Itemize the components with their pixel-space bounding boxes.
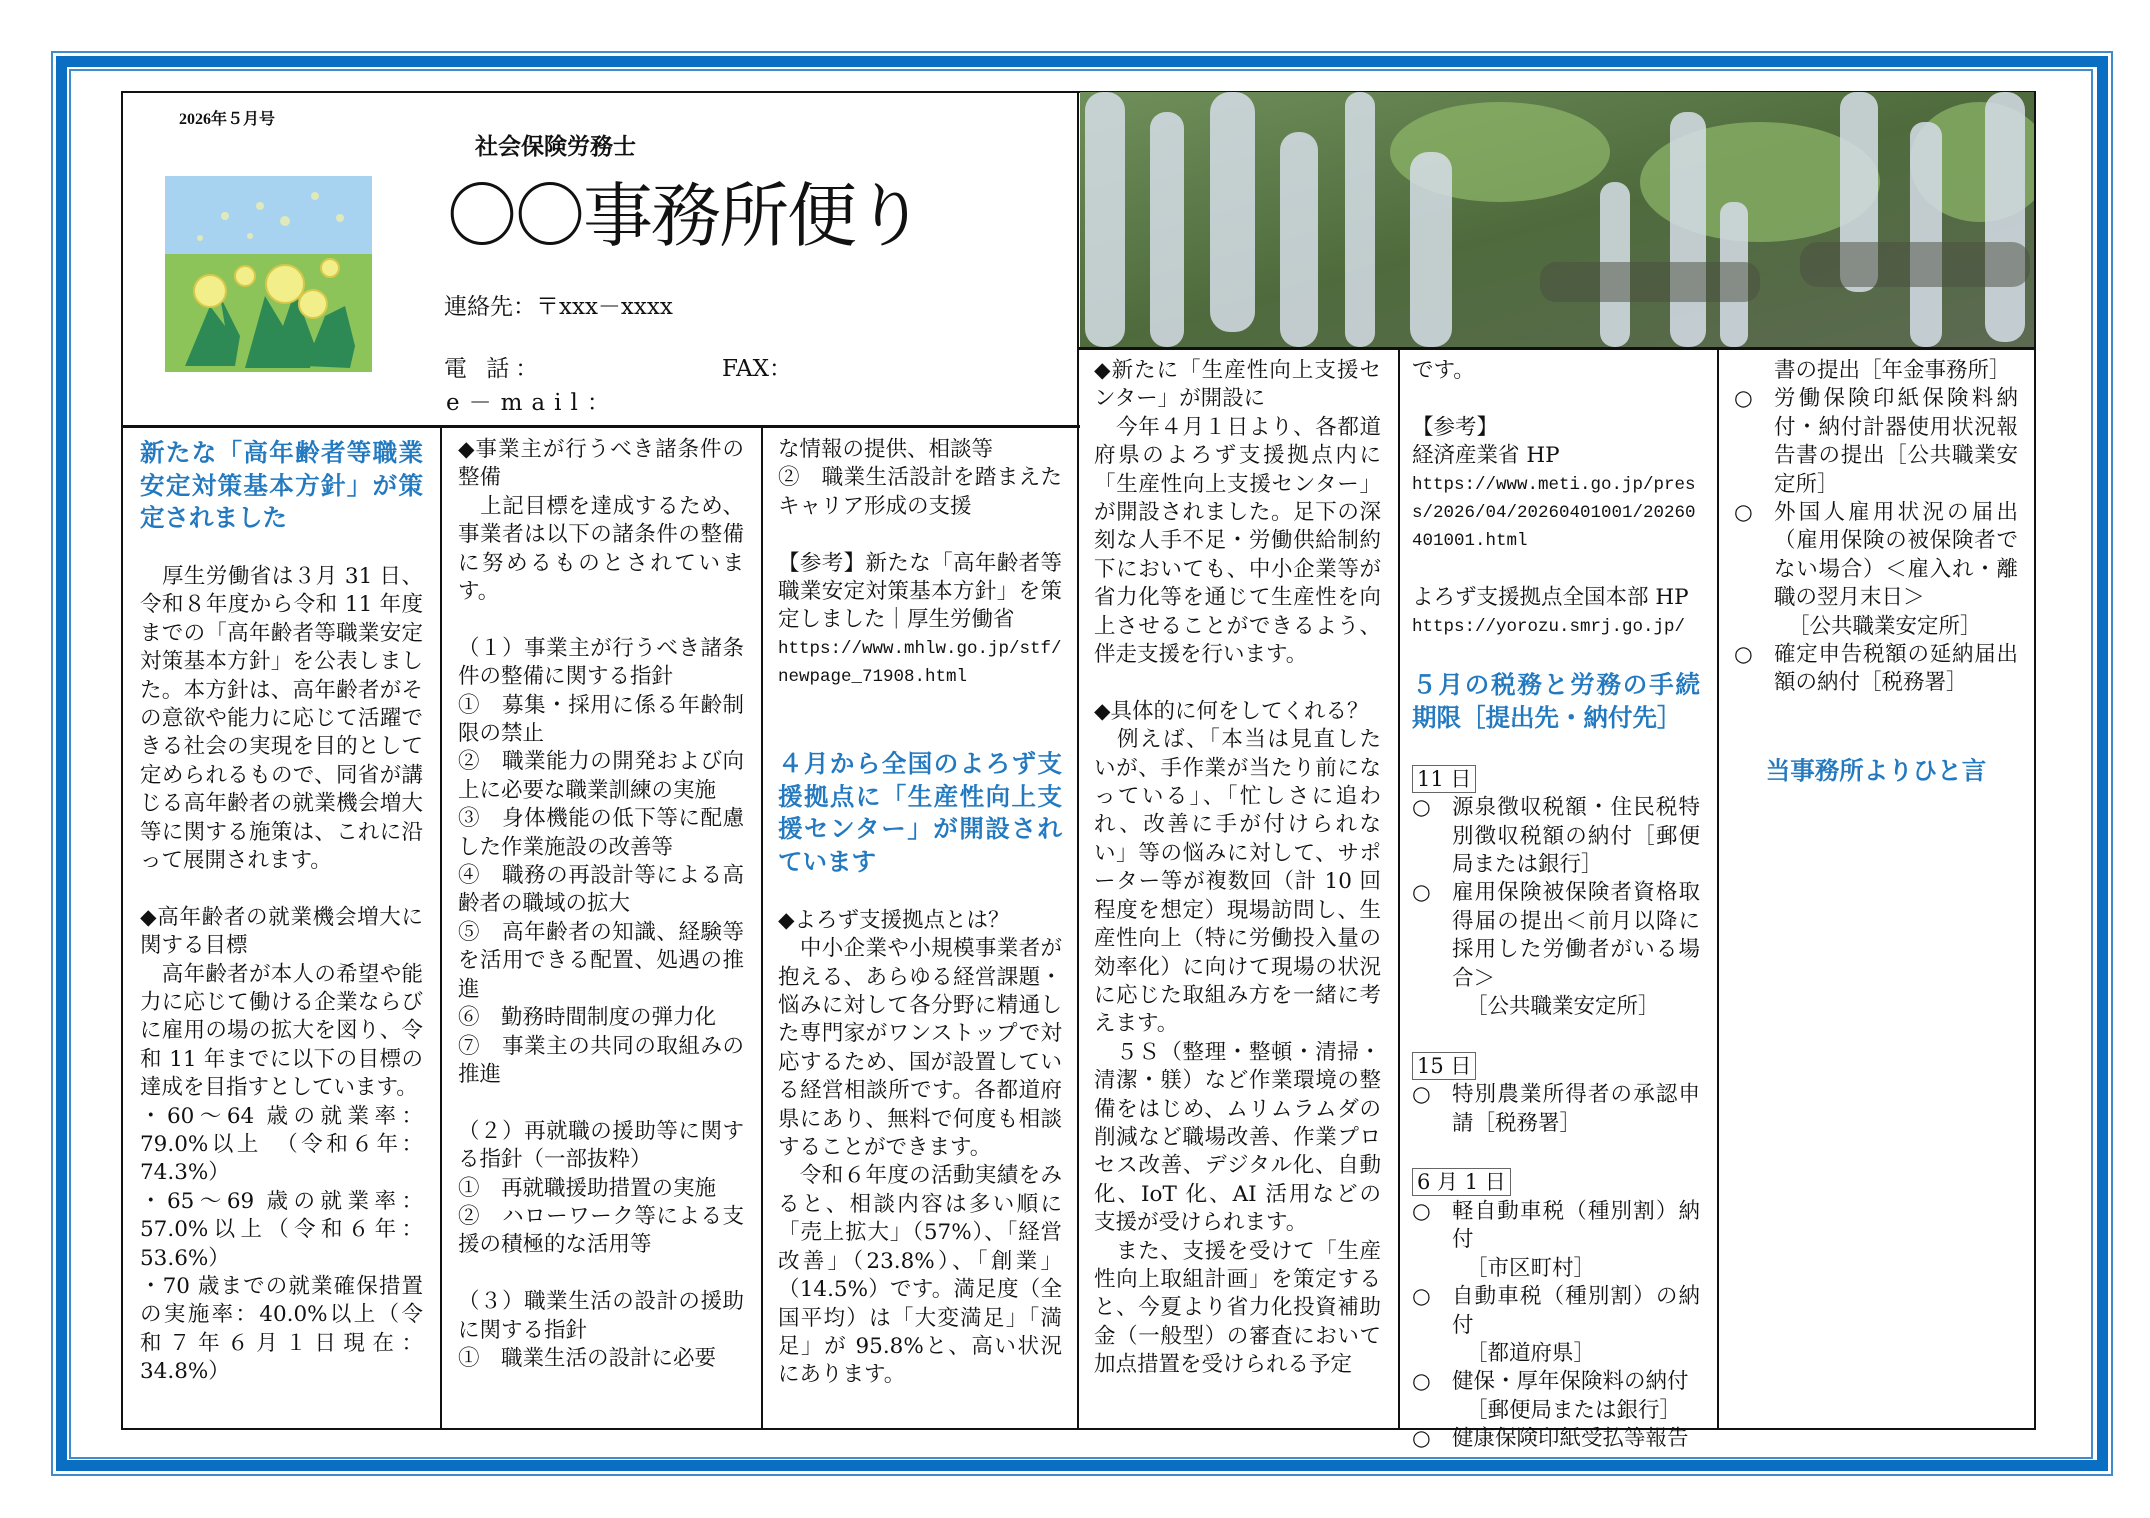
paragraph: な情報の提供、相談等 bbox=[778, 437, 994, 462]
paragraph: ① 募集・採用に係る年齢制限の禁止 bbox=[458, 692, 744, 747]
deadline-date-box: 15 日 bbox=[1412, 1052, 1476, 1080]
blank-line bbox=[1734, 726, 2018, 754]
paragraph: ⑤ 高年齢者の知識、経験等を活用できる配置、処遇の推進 bbox=[458, 919, 744, 1002]
paragraph: 令和６年度の活動実績をみると、相談内容は多い順に「売上拡大」（57%）、「経営改善」（23.8%）、「創業」（14.5%）です。満足度（全国平均）は「大変満足」「満足」が 95.8%と、高い状況にあります。 bbox=[778, 1163, 1062, 1388]
circle-bullet-icon: ○ bbox=[1412, 1284, 1431, 1310]
deadline-destination: ［公共職業安定所］ bbox=[1788, 613, 1982, 639]
deadline-destination: ［市区町村］ bbox=[1466, 1255, 1596, 1281]
dandelion-illustration bbox=[165, 176, 372, 372]
blank-line bbox=[458, 1089, 744, 1117]
paragraph: ◆新たに「生産性向上支援センター」が開設に bbox=[1094, 358, 1381, 412]
blank-line bbox=[1094, 669, 1381, 697]
deadline-item-text: 労働保険印紙保険料納付・納付計器使用状況報告書の提出［公共職業安定所］ bbox=[1774, 386, 2018, 497]
issue-date: 2026年５月号 bbox=[179, 111, 276, 128]
paragraph: ② 職業生活設計を踏まえたキャリア形成の支援 bbox=[778, 465, 1062, 519]
paragraph: 今年４月１日より、各都道府県のよろず支援拠点内に「生産性向上支援センター」が開設されました。足下の深刻な人手不足・労働供給制約下においても、中小企業等が省力化等を通じて生産性を向上させることができるよう、伴走支援を行います。 bbox=[1094, 414, 1381, 668]
deadline-item bbox=[1412, 879, 1700, 1021]
deadline-date-row bbox=[1412, 1050, 1700, 1081]
blank-line bbox=[778, 521, 1062, 549]
paragraph: です。 bbox=[1412, 358, 1475, 383]
deadline-item-text: 外国人雇用状況の届出（雇用保険の被保険者でない場合）＜雇入れ・離職の翌月末日＞ bbox=[1774, 500, 2018, 611]
paragraph: （２）再就職の援助等に関する指針（一部抜粋） bbox=[458, 1118, 744, 1173]
section-heading: 当事務所よりひと言 bbox=[1765, 755, 1987, 785]
deadline-item-text: 軽自動車税（種別割）納付 bbox=[1452, 1198, 1700, 1253]
column-3 bbox=[762, 436, 1078, 1390]
column-1 bbox=[121, 437, 441, 1387]
blank-line bbox=[458, 1260, 744, 1288]
paragraph: ① 再就職援助措置の実施 bbox=[458, 1175, 717, 1201]
paragraph: ⑦ 事業主の共同の取組みの推進 bbox=[458, 1033, 744, 1087]
blank-line bbox=[1734, 698, 2018, 726]
circle-bullet-icon: ○ bbox=[1412, 1426, 1431, 1452]
deadline-item-text: 自動車税（種別割）の納付 bbox=[1452, 1284, 1700, 1338]
deadline-item-text: 健保・厚年保険料の納付 bbox=[1452, 1369, 1689, 1395]
deadline-item bbox=[1412, 794, 1700, 879]
fax-label: FAX： bbox=[722, 356, 792, 382]
paragraph: ⑥ 勤務時間制度の弾力化 bbox=[458, 1005, 717, 1031]
paragraph: 【参考】新たな「高年齢者等職業安定対策基本方針」を策定しました｜厚生労働省 bbox=[778, 550, 1062, 633]
paragraph: 高年齢者が本人の希望や能力に応じて働ける企業ならびに雇用の場の拡大を図り、令和 11 年までに以下の目標の達成を目指すとしています。 bbox=[140, 961, 423, 1101]
deadline-item bbox=[1734, 641, 2018, 698]
circle-bullet-icon: ○ bbox=[1412, 1082, 1431, 1108]
deadline-item bbox=[1734, 499, 2018, 641]
paragraph: （３）職業生活の設計の援助に関する指針 bbox=[458, 1289, 744, 1343]
blank-line bbox=[1412, 1021, 1700, 1049]
deadline-item bbox=[1412, 1368, 1700, 1425]
paragraph: 【参考】 bbox=[1412, 414, 1499, 440]
circle-bullet-icon: ○ bbox=[1412, 880, 1431, 906]
deadline-destination: ［郵便局または銀行］ bbox=[1466, 1397, 1682, 1423]
paragraph: ④ 職務の再設計等による高齢者の職域の拡大 bbox=[458, 863, 744, 917]
paragraph: 上記目標を達成するため、事業者は以下の諸条件の整備に努めるものとされています。 bbox=[458, 493, 744, 605]
blank-line bbox=[458, 606, 744, 634]
paragraph: 厚生労働省は３月 31 日、令和８年度から令和 11 年度までの「高年齢者等職業安定対策基本方針」を公表しました。本方針は、高年齢者がその意欲や能力に応じて活躍できる社会の実現を目的として定められるもので、同省が講じる高年齢者の就業機会増大等に関する施策は、これに沿って展開されます。 bbox=[140, 563, 423, 873]
deadline-item-continuation: 書の提出［年金事務所］ bbox=[1774, 358, 2011, 383]
circle-bullet-icon: ○ bbox=[1412, 1198, 1431, 1224]
paragraph: ５Ｓ（整理・整頓・清掃・清潔・躾）など作業環境の整備をはじめ、ムリムラムダの削減など職場改善、作業プロセス改善、デジタル化、自動化、IoT 化、AI 活用などの支援が受けられます。 bbox=[1094, 1039, 1381, 1236]
deadline-item bbox=[1734, 385, 2018, 499]
paragraph: また、支援を受けて「生産性向上取組計画」を策定すると、今夏より省力化投資補助金（一般型）の審査において加点措置を受けられる予定 bbox=[1094, 1238, 1381, 1378]
circle-bullet-icon: ○ bbox=[1734, 386, 1753, 412]
paragraph: よろず支援拠点全国本部 HP bbox=[1412, 585, 1689, 611]
column-5 bbox=[1399, 357, 1718, 1454]
paragraph: 中小企業や小規模事業者が抱える、あらゆる経営課題・悩みに対して各分野に精通した専門家がワンストップで対応するため、国が設置している経営相談所です。各都道府県にあり、無料で何度も相談することができます。 bbox=[778, 936, 1062, 1161]
subtitle: 社会保険労務士 bbox=[475, 133, 636, 160]
paragraph: ① 職業生活の設計に必要 bbox=[458, 1345, 717, 1371]
column-4 bbox=[1078, 357, 1399, 1380]
deadline-item-text: 雇用保険被保険者資格取得届の提出＜前月以降に採用した労働者がいる場合＞ bbox=[1452, 880, 1700, 991]
blank-line bbox=[778, 878, 1062, 906]
blank-line bbox=[1412, 1138, 1700, 1166]
reference-url: https://www.meti.go.jp/press/2026/04/20260401001/20260401001.html bbox=[1412, 474, 1696, 552]
paragraph: ・65～69 歳の就業率：57.0%以上（令和６年：53.6%） bbox=[140, 1188, 423, 1271]
reference-url: https://www.mhlw.go.jp/stf/newpage_71908.html bbox=[778, 638, 1062, 688]
blank-line bbox=[778, 720, 1062, 748]
blank-line bbox=[140, 535, 423, 563]
contact-address: 連絡先：〒xxx－xxxx bbox=[444, 294, 673, 320]
paragraph: ・60～64 歳の就業率：79.0%以上 （令和６年：74.3%） bbox=[140, 1103, 423, 1186]
deadline-item bbox=[1412, 1425, 1700, 1453]
deadline-item bbox=[1412, 1081, 1700, 1138]
photo-divider bbox=[1078, 347, 2036, 350]
email-label: e－mail： bbox=[446, 390, 619, 416]
column-2 bbox=[441, 436, 762, 1373]
blank-line bbox=[1412, 385, 1700, 413]
column-6 bbox=[1718, 357, 2036, 787]
blank-line bbox=[1412, 556, 1700, 584]
paragraph: ◆よろず支援拠点とは？ bbox=[778, 907, 1010, 933]
deadline-date-row bbox=[1412, 763, 1700, 794]
header-divider bbox=[121, 425, 1080, 428]
deadline-item-text: 源泉徴収税額・住民税特別徴収税額の納付［郵便局または銀行］ bbox=[1452, 795, 1700, 878]
deadline-item bbox=[1412, 1198, 1700, 1283]
deadline-date-row bbox=[1412, 1166, 1700, 1197]
deadline-item-text: 健康保険印紙受払等報告 bbox=[1452, 1426, 1689, 1452]
deadline-item bbox=[1412, 1283, 1700, 1368]
deadline-destination: ［都道府県］ bbox=[1466, 1340, 1596, 1366]
paragraph: ② ハローワーク等による支援の積極的な活用等 bbox=[458, 1203, 744, 1258]
paragraph: ② 職業能力の開発および向上に必要な職業訓練の実施 bbox=[458, 749, 744, 803]
circle-bullet-icon: ○ bbox=[1734, 642, 1753, 668]
phone-label: 電 話： bbox=[444, 356, 545, 382]
section-heading: ５月の税務と労務の手続期限［提出先・納付先］ bbox=[1412, 670, 1700, 732]
paragraph: ◆高年齢者の就業機会増大に関する目標 bbox=[140, 904, 423, 959]
paragraph: ・70 歳までの就業確保措置の実施率：40.0%以上（令和７年６月１日現在：34.8%） bbox=[140, 1274, 423, 1385]
section-heading: 新たな「高年齢者等職業安定対策基本方針」が策定されました bbox=[140, 438, 423, 532]
deadline-destination: ［公共職業安定所］ bbox=[1466, 994, 1660, 1020]
circle-bullet-icon: ○ bbox=[1412, 1369, 1431, 1395]
circle-bullet-icon: ○ bbox=[1734, 500, 1753, 526]
blank-line bbox=[140, 875, 423, 903]
wisteria-photo bbox=[1080, 92, 2034, 347]
deadline-date-box: 11 日 bbox=[1412, 765, 1476, 793]
paragraph: 経済産業省 HP bbox=[1412, 443, 1560, 469]
deadline-date-box: 6 月 1 日 bbox=[1412, 1168, 1511, 1196]
deadline-item-text: 確定申告税額の延納届出額の納付［税務署］ bbox=[1774, 642, 2018, 696]
circle-bullet-icon: ○ bbox=[1412, 795, 1431, 821]
paragraph: （１）事業主が行うべき諸条件の整備に関する指針 bbox=[458, 635, 744, 690]
paragraph: 例えば、「本当は見直したいが、手作業が当たり前になっている」、「忙しさに追われ、改善に手が付けられない」等の悩みに対して、サポーター等が複数回（計 10 回程度を想定）現場訪問し、生産性向上（特に労働投入量の効率化）に向けて現場の状況に応じた取組み方を一緒に考えます。 bbox=[1094, 727, 1381, 1037]
reference-url: https://yorozu.smrj.go.jp/ bbox=[1412, 616, 1686, 637]
blank-line bbox=[778, 692, 1062, 720]
paragraph: ◆事業主が行うべき諸条件の整備 bbox=[458, 437, 744, 491]
paragraph: ◆具体的に何をしてくれる？ bbox=[1094, 698, 1369, 724]
deadline-item-text: 特別農業所得者の承認申請［税務署］ bbox=[1452, 1082, 1700, 1136]
blank-line bbox=[1412, 734, 1700, 762]
section-heading: ４月から全国のよろず支援拠点に「生産性向上支援センター」が開設されています bbox=[778, 749, 1062, 876]
paragraph: ③ 身体機能の低下等に配慮した作業施設の改善等 bbox=[458, 806, 744, 860]
newsletter-title: 〇〇事務所便り bbox=[447, 175, 923, 257]
blank-line bbox=[1412, 641, 1700, 669]
